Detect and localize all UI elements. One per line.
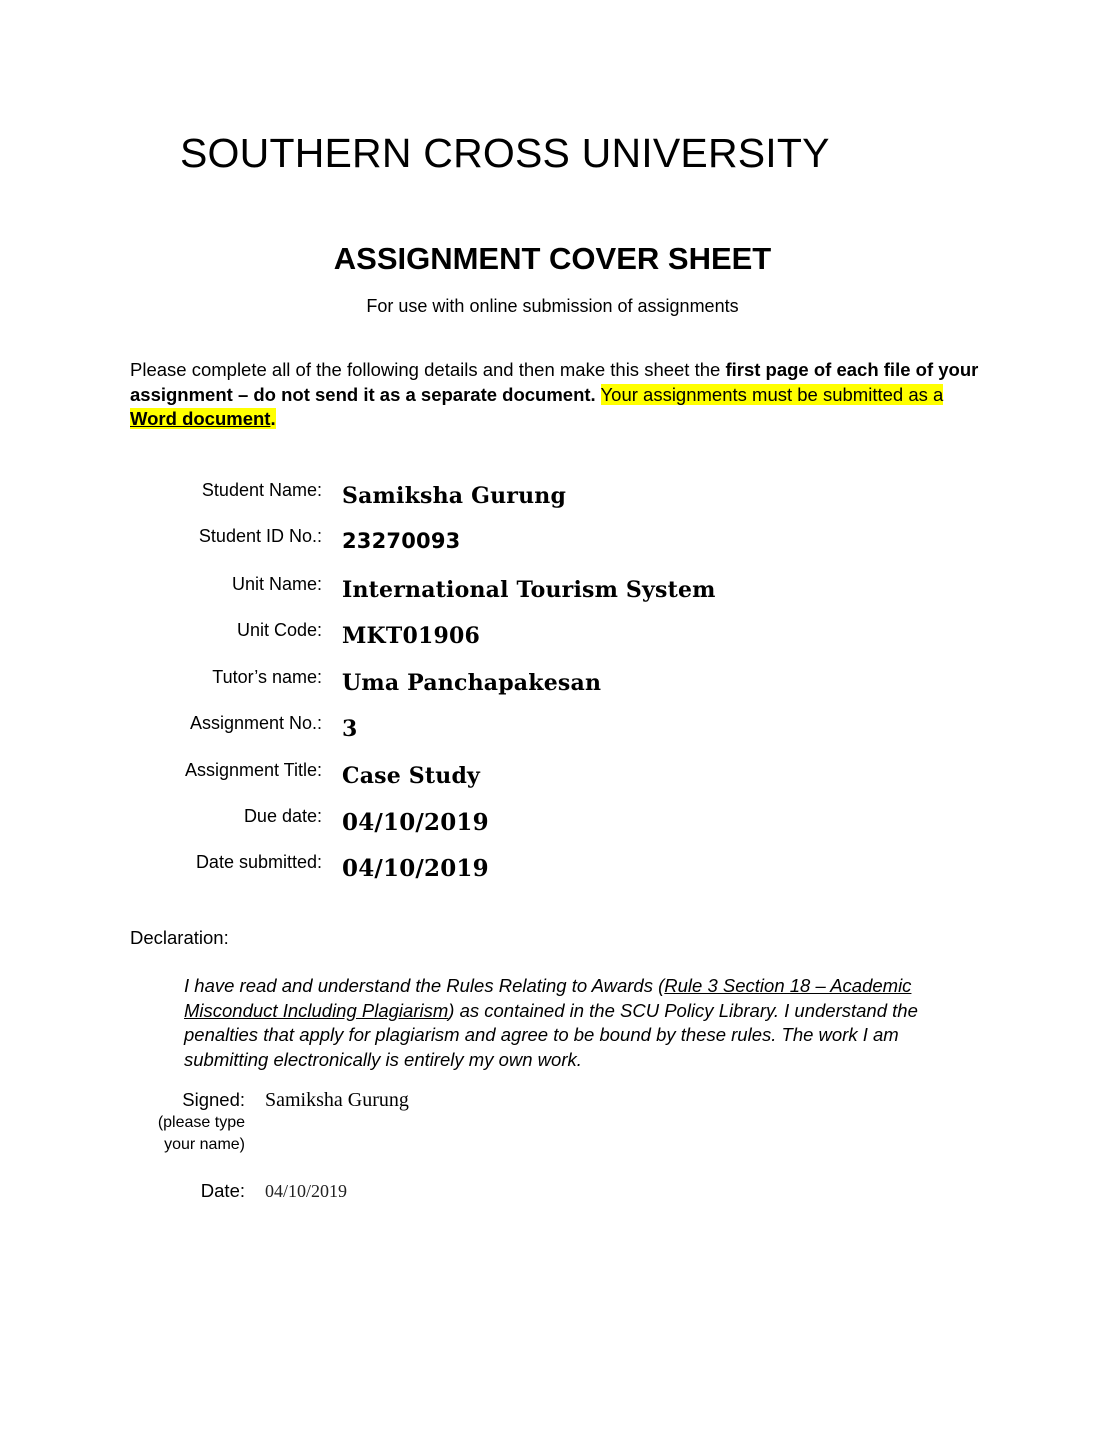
signed-hint-line2: your name) [164,1136,245,1153]
page-title: ASSIGNMENT COVER SHEET [333,241,772,276]
declaration-text-before: I have read and understand the Rules Relating to Awards ( [184,975,665,996]
word-document-emphasis: Word document [130,408,271,429]
field-label: Due date: [243,806,322,826]
field-value[interactable]: MKT01906 [342,623,480,649]
field-label: Student ID No.: [198,526,322,546]
field-student-id [0,526,1105,572]
university-name: SOUTHERN CROSS UNIVERSITY [180,130,830,176]
field-label: Unit Name: [231,574,322,594]
policy-link[interactable]: Rule 3 Section 18 – Academic Misconduct Including Plagiarism [184,975,912,1021]
field-label: Assignment No.: [189,713,322,733]
declaration-heading: Declaration: [130,927,229,948]
field-value[interactable]: Uma Panchapakesan [342,670,602,696]
instructions-highlight-period: . [270,408,276,429]
signed-label: Signed: [182,1089,245,1110]
instructions-text: Please complete all of the following details and then make this sheet the [130,359,726,380]
field-label: Student Name: [201,480,322,500]
instructions-paragraph [130,358,980,432]
field-label: Tutor’s name: [212,667,322,687]
signature-date-value[interactable]: 04/10/2019 [265,1181,348,1201]
signed-hint-line1: (please type [157,1114,245,1131]
field-value[interactable]: 04/10/2019 [342,855,489,882]
declaration-text-after: ) as contained in the SCU Policy Library. I understand the penalties that apply for plagiarism and agree to be bound by these rules. The work I am submitting electronically is entirely my own work. [184,999,918,1070]
field-label: Assignment Title: [184,760,322,780]
field-assignment-title [0,760,1105,806]
field-unit-code [0,620,1105,666]
field-date-submitted [0,852,1105,898]
date-label: Date: [200,1180,245,1201]
field-value[interactable]: International Tourism System [342,577,716,603]
field-value[interactable]: 23270093 [342,529,461,553]
signature-value[interactable]: Samiksha Gurung [265,1089,409,1111]
field-label: Date submitted: [195,852,322,872]
field-assignment-no [0,713,1105,759]
page-subtitle: For use with online submission of assignments [366,296,739,316]
instructions-highlight-text: Your assignments must be submitted as a [600,383,944,405]
field-value[interactable]: 3 [342,716,358,742]
field-value[interactable]: Samiksha Gurung [342,483,567,509]
field-value[interactable]: Case Study [342,763,481,789]
field-value[interactable]: 04/10/2019 [342,809,489,836]
field-student-name [0,480,1105,526]
instructions-bold-text: first page of each file of your assignment – do not send it as a separate document. [130,359,979,405]
field-due-date [0,806,1105,852]
field-tutor-name [0,667,1105,713]
declaration-text [184,974,924,1072]
field-unit-name [0,574,1105,620]
field-label: Unit Code: [236,620,322,640]
